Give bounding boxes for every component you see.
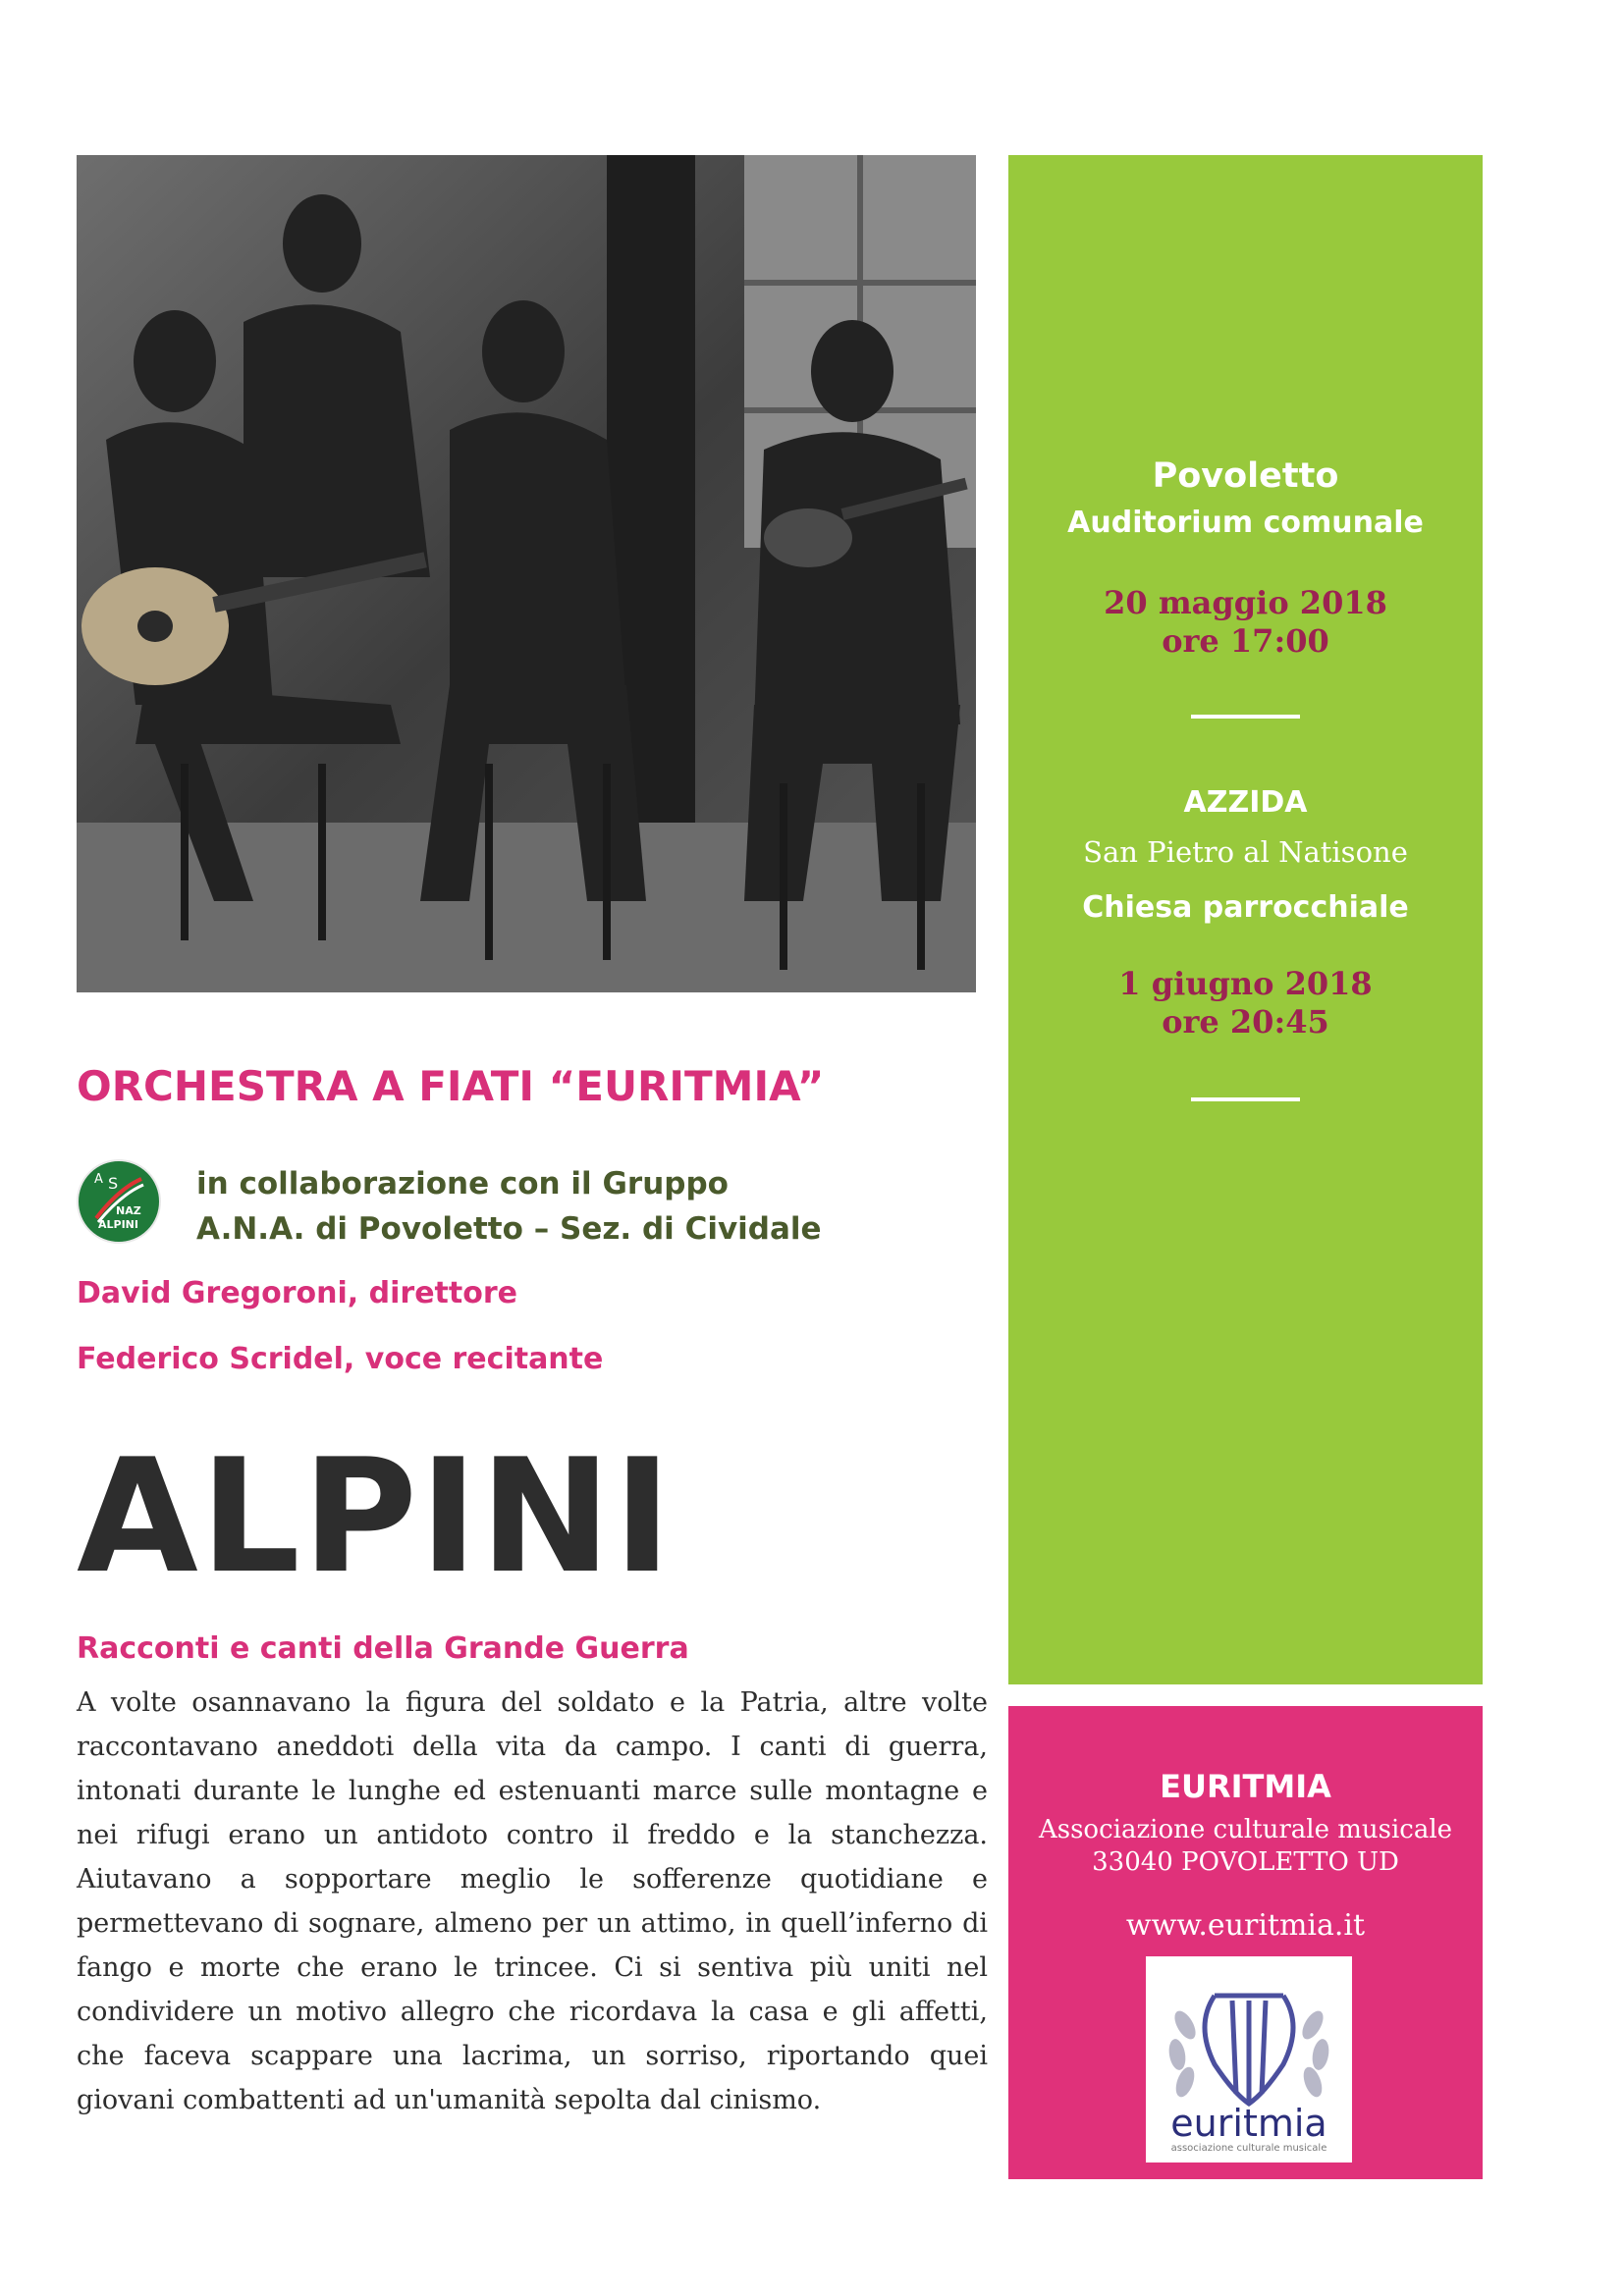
page-title: ALPINI xyxy=(77,1424,675,1608)
subtitle: Racconti e canti della Grande Guerra xyxy=(77,1631,689,1666)
ana-logo-text: A xyxy=(94,1172,103,1187)
ana-logo-text: ALPINI xyxy=(98,1218,138,1231)
director-credit: David Gregoroni, direttore xyxy=(77,1276,517,1310)
association-box xyxy=(1008,1706,1483,2179)
org-name: EURITMIA xyxy=(1160,1768,1331,1805)
org-description: Associazione culturale musicale xyxy=(1038,1815,1453,1844)
logo-word: euritmia xyxy=(1170,2102,1327,2145)
ana-logo xyxy=(77,1159,161,1244)
divider xyxy=(1191,1097,1300,1101)
orchestra-heading: ORCHESTRA A FIATI “EURITMIA” xyxy=(77,1062,825,1110)
event2-date: 1 giugno 2018 xyxy=(1118,965,1373,1002)
alpini-badge-icon xyxy=(77,1159,161,1244)
euritmia-logo xyxy=(1146,1956,1352,2163)
soldiers-photo-icon xyxy=(77,155,976,992)
website-link[interactable]: www.euritmia.it xyxy=(1125,1908,1366,1943)
org-address: 33040 POVOLETTO UD xyxy=(1092,1847,1399,1877)
event2-venue: Chiesa parrocchiale xyxy=(1082,890,1409,925)
collaboration-line-2: A.N.A. di Povoletto – Sez. di Cividale xyxy=(196,1211,822,1247)
event2-town: AZZIDA xyxy=(1183,785,1308,820)
logo-subtitle: associazione culturale musicale xyxy=(1170,2143,1327,2154)
alpini-photo xyxy=(77,155,976,992)
event1-time: ore 17:00 xyxy=(1162,622,1329,660)
event2-municipality: San Pietro al Natisone xyxy=(1083,835,1408,869)
event1-date: 20 maggio 2018 xyxy=(1104,584,1387,621)
divider xyxy=(1191,715,1300,719)
event1-venue: Auditorium comunale xyxy=(1067,506,1424,540)
ana-logo-text: NAZ xyxy=(116,1204,141,1217)
collaboration-line-1: in collaborazione con il Gruppo xyxy=(196,1166,729,1201)
event2-time: ore 20:45 xyxy=(1162,1003,1329,1041)
events-panel xyxy=(1008,155,1483,1684)
ana-logo-text: S xyxy=(108,1174,119,1193)
event1-town: Povoletto xyxy=(1152,456,1339,496)
narrator-credit: Federico Scridel, voce recitante xyxy=(77,1342,604,1376)
body-paragraph: A volte osannavano la figura del soldato e la Patria, altre volte raccontavano aneddoti della vita da campo. I canti di guerra, intonati durante le lunghe ed estenuanti marce sulle montagne e nei rifugi erano un antidoto contro il freddo e la stanchezza. Aiutavano a sopportare meglio le sofferenze quotidiane e permettevano di sognare, almeno per un attimo, in quell’inferno di fango e morte che erano le trincee. Ci si sentiva più uniti nel condividere un motivo allegro che ricordava la casa e gli affetti, che faceva scappare una lacrima, un sorriso, riportando quei giovani combattenti ad un'umanità sepolta dal cinismo. xyxy=(77,1687,988,2115)
